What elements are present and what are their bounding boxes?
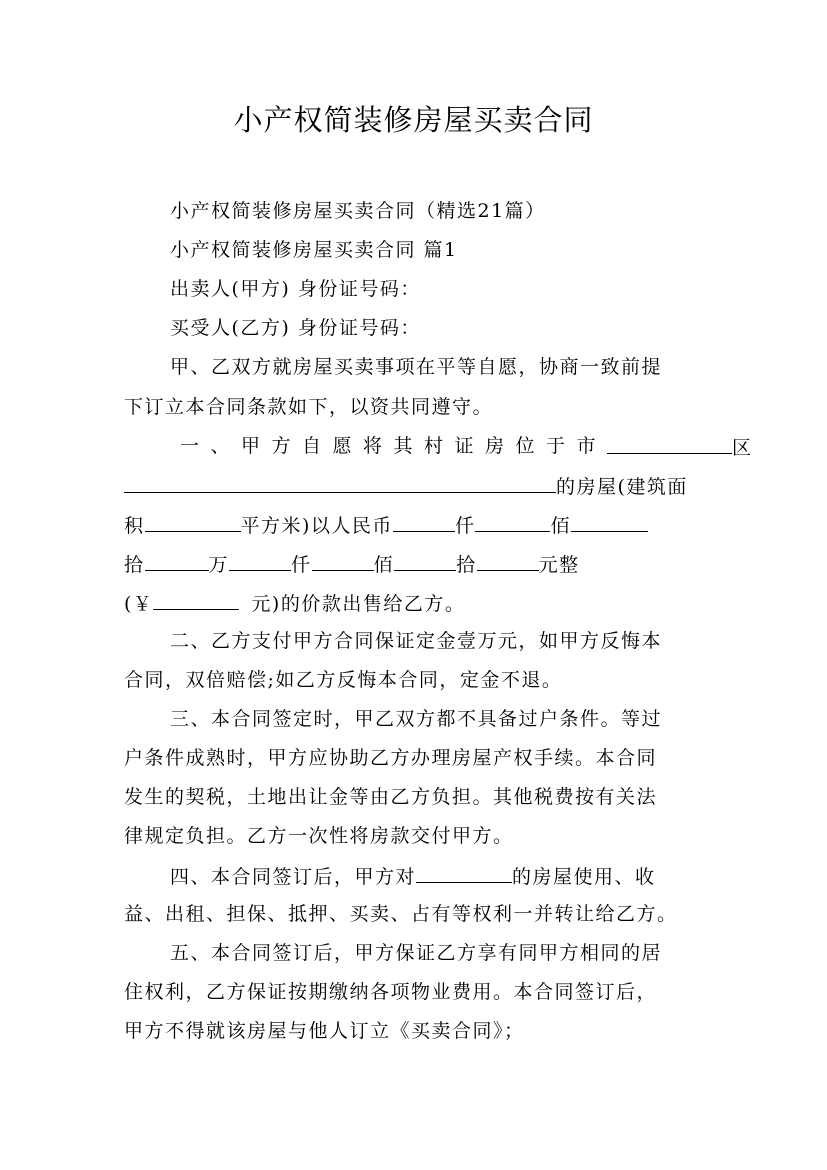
clause-text: 区 <box>732 437 752 459</box>
blank-field <box>229 550 291 571</box>
clause-text: 积 <box>124 515 145 537</box>
blank-field <box>393 511 455 532</box>
blank-field <box>153 589 239 610</box>
clause-text: 的房屋使用、收 <box>512 866 656 888</box>
clause-text: 一、甲方自愿将其村证房位于市 <box>180 435 608 457</box>
paragraph-line: 五、本合同签订后，甲方保证乙方享有同甲方相同的居 <box>170 942 663 964</box>
blank-field <box>394 550 456 571</box>
paragraph-line: 甲方不得就该房屋与他人订立《买卖合同》； <box>124 1020 525 1042</box>
clause-text: 佰 <box>373 554 395 576</box>
clause-text: 元整 <box>538 554 580 576</box>
clause-4-line-1 <box>170 862 704 890</box>
blank-field <box>475 511 550 532</box>
paragraph-line: 住权利，乙方保证按期缴纳各项物业费用。本合同签订后， <box>124 981 658 1003</box>
clause-text: (￥ <box>124 593 154 615</box>
blank-field <box>145 511 241 532</box>
clause-text: 拾 <box>124 554 145 576</box>
paragraph-line: 发生的契税，土地出让金等由乙方负担。其他税费按有关法 <box>124 786 658 808</box>
section-heading: 小产权简装修房屋买卖合同 篇1 <box>170 239 458 261</box>
blank-field <box>124 472 556 493</box>
clause-text: 元)的价款出售给乙方。 <box>251 593 466 615</box>
blank-field <box>312 550 374 571</box>
clause-text: 佰 <box>550 515 571 537</box>
paragraph-line: 益、出租、担保、抵押、买卖、占有等权利一并转让给乙方。 <box>124 903 678 925</box>
clause-1-line-1 <box>180 433 752 461</box>
buyer-line: 买受人(乙方) 身份证号码： <box>170 317 421 339</box>
blank-field <box>477 550 539 571</box>
clause-text: 拾 <box>456 554 477 576</box>
clause-text: 的房屋(建筑面 <box>556 476 688 498</box>
clause-text: 万 <box>208 554 230 576</box>
clause-text: 平方米)以人民币 <box>240 515 393 537</box>
seller-line: 出卖人(甲方) 身份证号码： <box>170 278 421 300</box>
paragraph-line: 下订立本合同条款如下，以资共同遵守。 <box>124 396 494 418</box>
paragraph-line: 甲、乙双方就房屋买卖事项在平等自愿，协商一致前提 <box>170 356 663 378</box>
blank-field <box>607 433 732 454</box>
paragraph-line: 户条件成熟时，甲方应协助乙方办理房屋产权手续。本合同 <box>124 747 658 769</box>
subtitle-line: 小产权简装修房屋买卖合同（精选21篇） <box>170 200 546 222</box>
blank-field <box>145 550 209 571</box>
paragraph-line: 二、乙方支付甲方合同保证定金壹万元，如甲方反悔本 <box>170 630 663 652</box>
clause-1-line-5 <box>124 589 704 617</box>
blank-field <box>416 862 512 883</box>
clause-text: 仟 <box>291 554 312 576</box>
clause-text: 四、本合同签订后，甲方对 <box>170 866 417 888</box>
paragraph-line: 律规定负担。乙方一次性将房款交付甲方。 <box>124 825 514 847</box>
clause-1-line-3 <box>124 511 704 539</box>
clause-1-line-4 <box>124 550 704 578</box>
paragraph-line: 合同，双倍赔偿;如乙方反悔本合同，定金不退。 <box>124 669 563 691</box>
blank-field <box>571 511 648 532</box>
document-title: 小产权简装修房屋买卖合同 <box>233 103 594 137</box>
clause-1-line-2 <box>124 472 704 500</box>
paragraph-line: 三、本合同签定时，甲乙双方都不具备过户条件。等过 <box>170 708 663 730</box>
clause-text: 仟 <box>454 515 476 537</box>
